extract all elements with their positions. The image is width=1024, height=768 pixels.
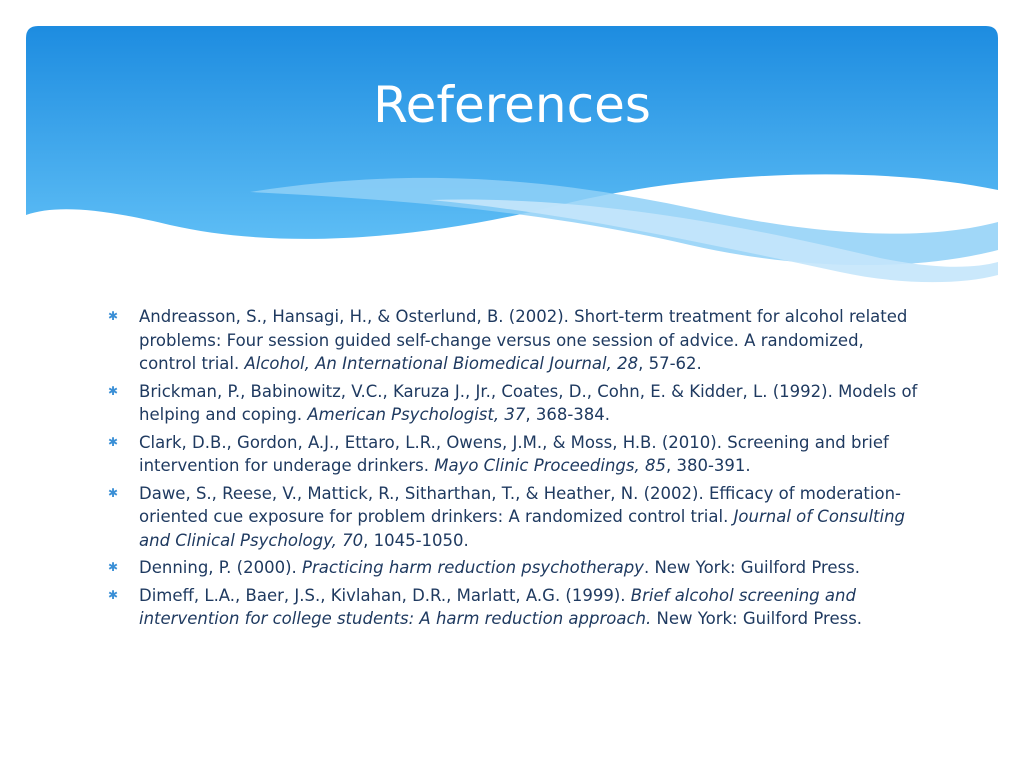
reference-source: American Psychologist, 37 <box>307 405 526 424</box>
reference-item <box>106 482 926 553</box>
reference-source: Practicing harm reduction psychotherapy <box>302 558 644 577</box>
reference-source: Alcohol, An International Biomedical Journal, 28 <box>244 354 639 373</box>
reference-list <box>106 305 926 635</box>
reference-source: Brief alcohol screening and intervention for college students: A harm reduction approach. <box>139 585 856 628</box>
reference-item <box>106 431 926 478</box>
asterisk-bullet-icon: ✱ <box>107 383 119 398</box>
reference-pages: New York: Guilford Press. <box>651 609 863 628</box>
reference-pages: , 1045-1050. <box>363 530 469 550</box>
reference-item <box>106 556 926 580</box>
reference-text: Andreasson, S., Hansagi, H., & Osterlund, B. (2002). Short-term treatment for alcohol related problems: Four session guided self-change versus one session of advice. A randomized, control trial. <box>139 307 908 373</box>
reference-pages: . New York: Guilford Press. <box>643 558 860 577</box>
reference-pages: , 368-384. <box>525 405 611 424</box>
reference-item <box>106 380 926 427</box>
slide-title: References <box>373 76 651 134</box>
reference-text: Denning, P. (2000). <box>139 558 303 577</box>
reference-pages: , 380-391. <box>665 456 751 475</box>
reference-item <box>106 305 926 376</box>
reference-item <box>106 584 926 631</box>
asterisk-bullet-icon: ✱ <box>107 587 119 602</box>
asterisk-bullet-icon: ✱ <box>107 560 119 574</box>
reference-text: Dawe, S., Reese, V., Mattick, R., Sitharthan, T., & Heather, N. (2002). Efficacy of moderation-oriented cue exposure for problem drinkers: A randomized control trial. <box>139 483 901 526</box>
asterisk-bullet-icon: ✱ <box>107 485 119 500</box>
asterisk-bullet-icon: ✱ <box>107 309 119 323</box>
wave-banner <box>0 0 1024 300</box>
reference-source: Mayo Clinic Proceedings, 85 <box>434 456 666 475</box>
reference-source: Journal of Consulting and Clinical Psychology, 70 <box>139 507 906 550</box>
reference-text: Clark, D.B., Gordon, A.J., Ettaro, L.R., Owens, J.M., & Moss, H.B. (2010). Screening and brief intervention for underage drinkers. <box>139 432 889 475</box>
reference-text: Dimeff, L.A., Baer, J.S., Kivlahan, D.R., Marlatt, A.G. (1999). <box>139 585 631 605</box>
asterisk-bullet-icon: ✱ <box>107 434 119 449</box>
reference-pages: , 57-62. <box>638 354 702 373</box>
reference-text: Brickman, P., Babinowitz, V.C., Karuza J., Jr., Coates, D., Cohn, E. & Kidder, L. (1992). Models of helping and coping. <box>139 381 918 424</box>
